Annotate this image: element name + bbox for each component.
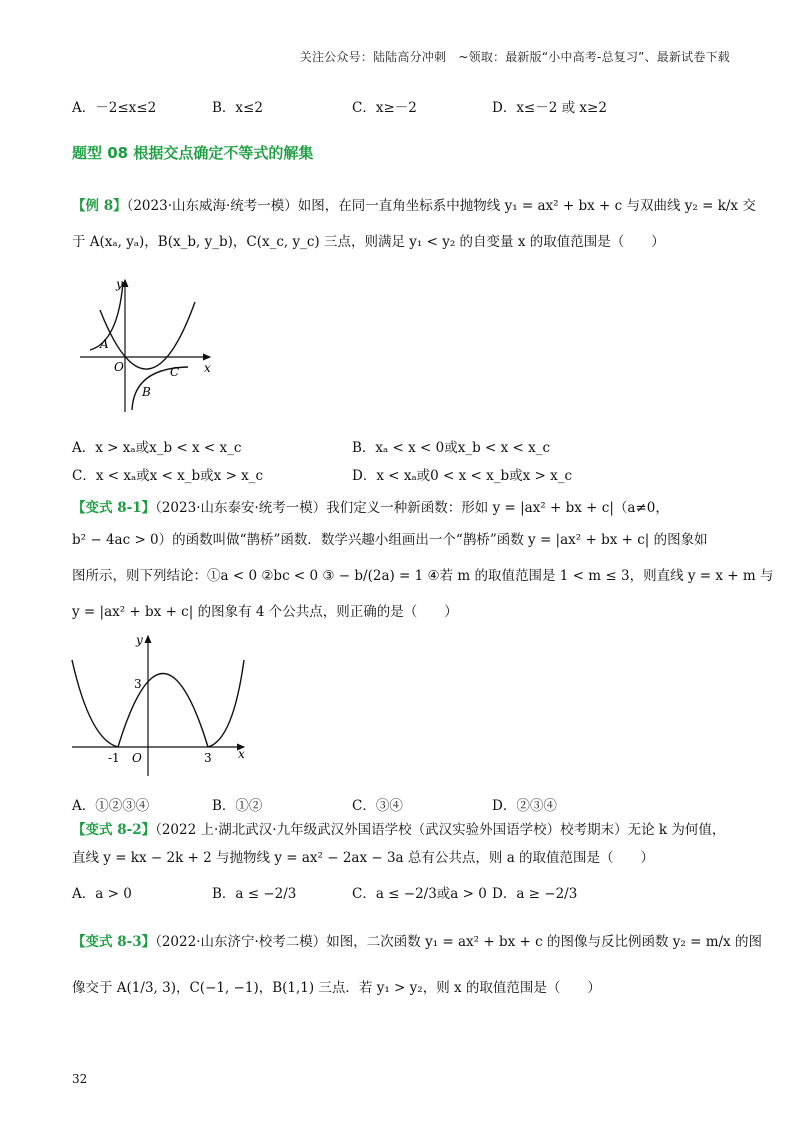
top-option-c: C．x≥－2 <box>352 100 417 116</box>
ex8-parabola <box>100 302 195 369</box>
ex8-line1 <box>72 196 756 216</box>
var81-text1: （2023·山东泰安·统考一模）我们定义一种新函数：形如 y = |ax² + bx + c|（a≠0， <box>155 500 669 516</box>
var82-text1: （2022 上·湖北武汉·九年级武汉外国语学校（武汉实验外国语学校）校考期末）无论 k 为何值， <box>155 822 726 838</box>
ex8-label-c: C <box>170 365 180 379</box>
var81-option-c: C．③④ <box>352 798 403 814</box>
ex8-label-x: x <box>204 361 211 375</box>
var83-text1: （2022·山东济宁·校考二模）如图，二次函数 y₁ = ax² + bx + c 的图像与反比例函数 y₂ = m/x 的图 <box>155 934 762 950</box>
page-number: 32 <box>72 1072 88 1086</box>
ex8-hyperbola-right <box>132 367 188 410</box>
ex8-label-b: B <box>142 385 151 399</box>
var82-option-a: A．a > 0 <box>72 886 132 902</box>
var81-line1 <box>72 498 730 518</box>
var81-middle-arch <box>118 674 208 748</box>
ex8-option-b: B．xₐ < x < 0或x_b < x < x_c <box>352 440 551 456</box>
var81-label-neg1: -1 <box>108 751 120 765</box>
ex8-label-y: y <box>116 277 123 291</box>
var81-option-a: A．①②③④ <box>72 798 150 814</box>
var81-line2: b² − 4ac > 0）的函数叫做“鹊桥”函数．数学兴趣小组画出一个“鹊桥”函数 y = |ax² + bx + c| 的图象如 <box>72 532 708 548</box>
var83-tag: 【变式 8-3】 <box>72 934 156 950</box>
section-title: 题型 08 根据交点确定不等式的解集 <box>72 144 314 162</box>
ex8-tag: 【例 8】 <box>72 198 127 214</box>
var83-line2: 像交于 A(1/3, 3)，C(−1, −1)，B(1,1) 三点．若 y₁ > y₂，则 x 的取值范围是（ ） <box>72 980 601 996</box>
var82-tag: 【变式 8-2】 <box>72 822 156 838</box>
ex8-option-c: C．x < xₐ或x < x_b或x > x_c <box>72 468 264 484</box>
top-option-a: A．－2≤x≤2 <box>72 100 157 116</box>
ex8-graph <box>70 272 230 422</box>
var81-label-3x: 3 <box>204 751 212 765</box>
ex8-text1: （2023·山东威海·统考一模）如图，在同一直角坐标系中抛物线 y₁ = ax² + bx + c 与双曲线 y₂ = k/x 交 <box>126 198 756 214</box>
top-option-d: D．x≤－2 或 x≥2 <box>492 100 607 116</box>
var81-label-y: y <box>136 633 143 647</box>
var82-line1 <box>72 820 730 840</box>
var81-label-x: x <box>238 747 245 761</box>
var83-line1 <box>72 932 762 952</box>
var82-option-b: B．a ≤ −2/3 <box>212 886 297 902</box>
ex8-label-a: A <box>100 337 109 351</box>
var81-label-o: O <box>132 751 142 765</box>
ex8-option-a: A．x > xₐ或x_b < x < x_c <box>72 440 242 456</box>
var81-graph <box>68 630 258 780</box>
var81-right-arm <box>208 660 244 747</box>
var81-line4: y = |ax² + bx + c| 的图象有 4 个公共点，则正确的是（ ） <box>72 604 458 620</box>
var81-tag: 【变式 8-1】 <box>72 500 156 516</box>
ex8-option-d: D．x < xₐ或0 < x < x_b或x > x_c <box>352 468 573 484</box>
var81-label-3y: 3 <box>134 677 142 691</box>
var81-option-d: D．②③④ <box>492 798 557 814</box>
ex8-label-o: O <box>114 360 124 374</box>
top-option-b: B．x≤2 <box>212 100 263 116</box>
var82-option-d: D．a ≥ −2/3 <box>492 886 578 902</box>
ex8-line2: 于 A(xₐ, yₐ)，B(x_b, y_b)，C(x_c, y_c) 三点，则满足 y₁ < y₂ 的自变量 x 的取值范围是（ ） <box>72 234 665 250</box>
page-header: 关注公众号：陆陆高分冲刺 ~领取：最新版“小中高考-总复习”、最新试卷下载 <box>299 50 730 64</box>
var82-line2: 直线 y = kx − 2k + 2 与抛物线 y = ax² − 2ax − 3a 总有公共点，则 a 的取值范围是（ ） <box>72 850 655 866</box>
var82-option-c: C．a ≤ −2/3或a > 0 <box>352 886 487 902</box>
var81-line3: 图所示，则下列结论：①a < 0 ②bc < 0 ③ − b/(2a) = 1 ④若 m 的取值范围是 1 < m ≤ 3，则直线 y = x + m 与 <box>72 568 774 584</box>
var81-left-arm <box>72 660 118 747</box>
var81-option-b: B．①② <box>212 798 263 814</box>
